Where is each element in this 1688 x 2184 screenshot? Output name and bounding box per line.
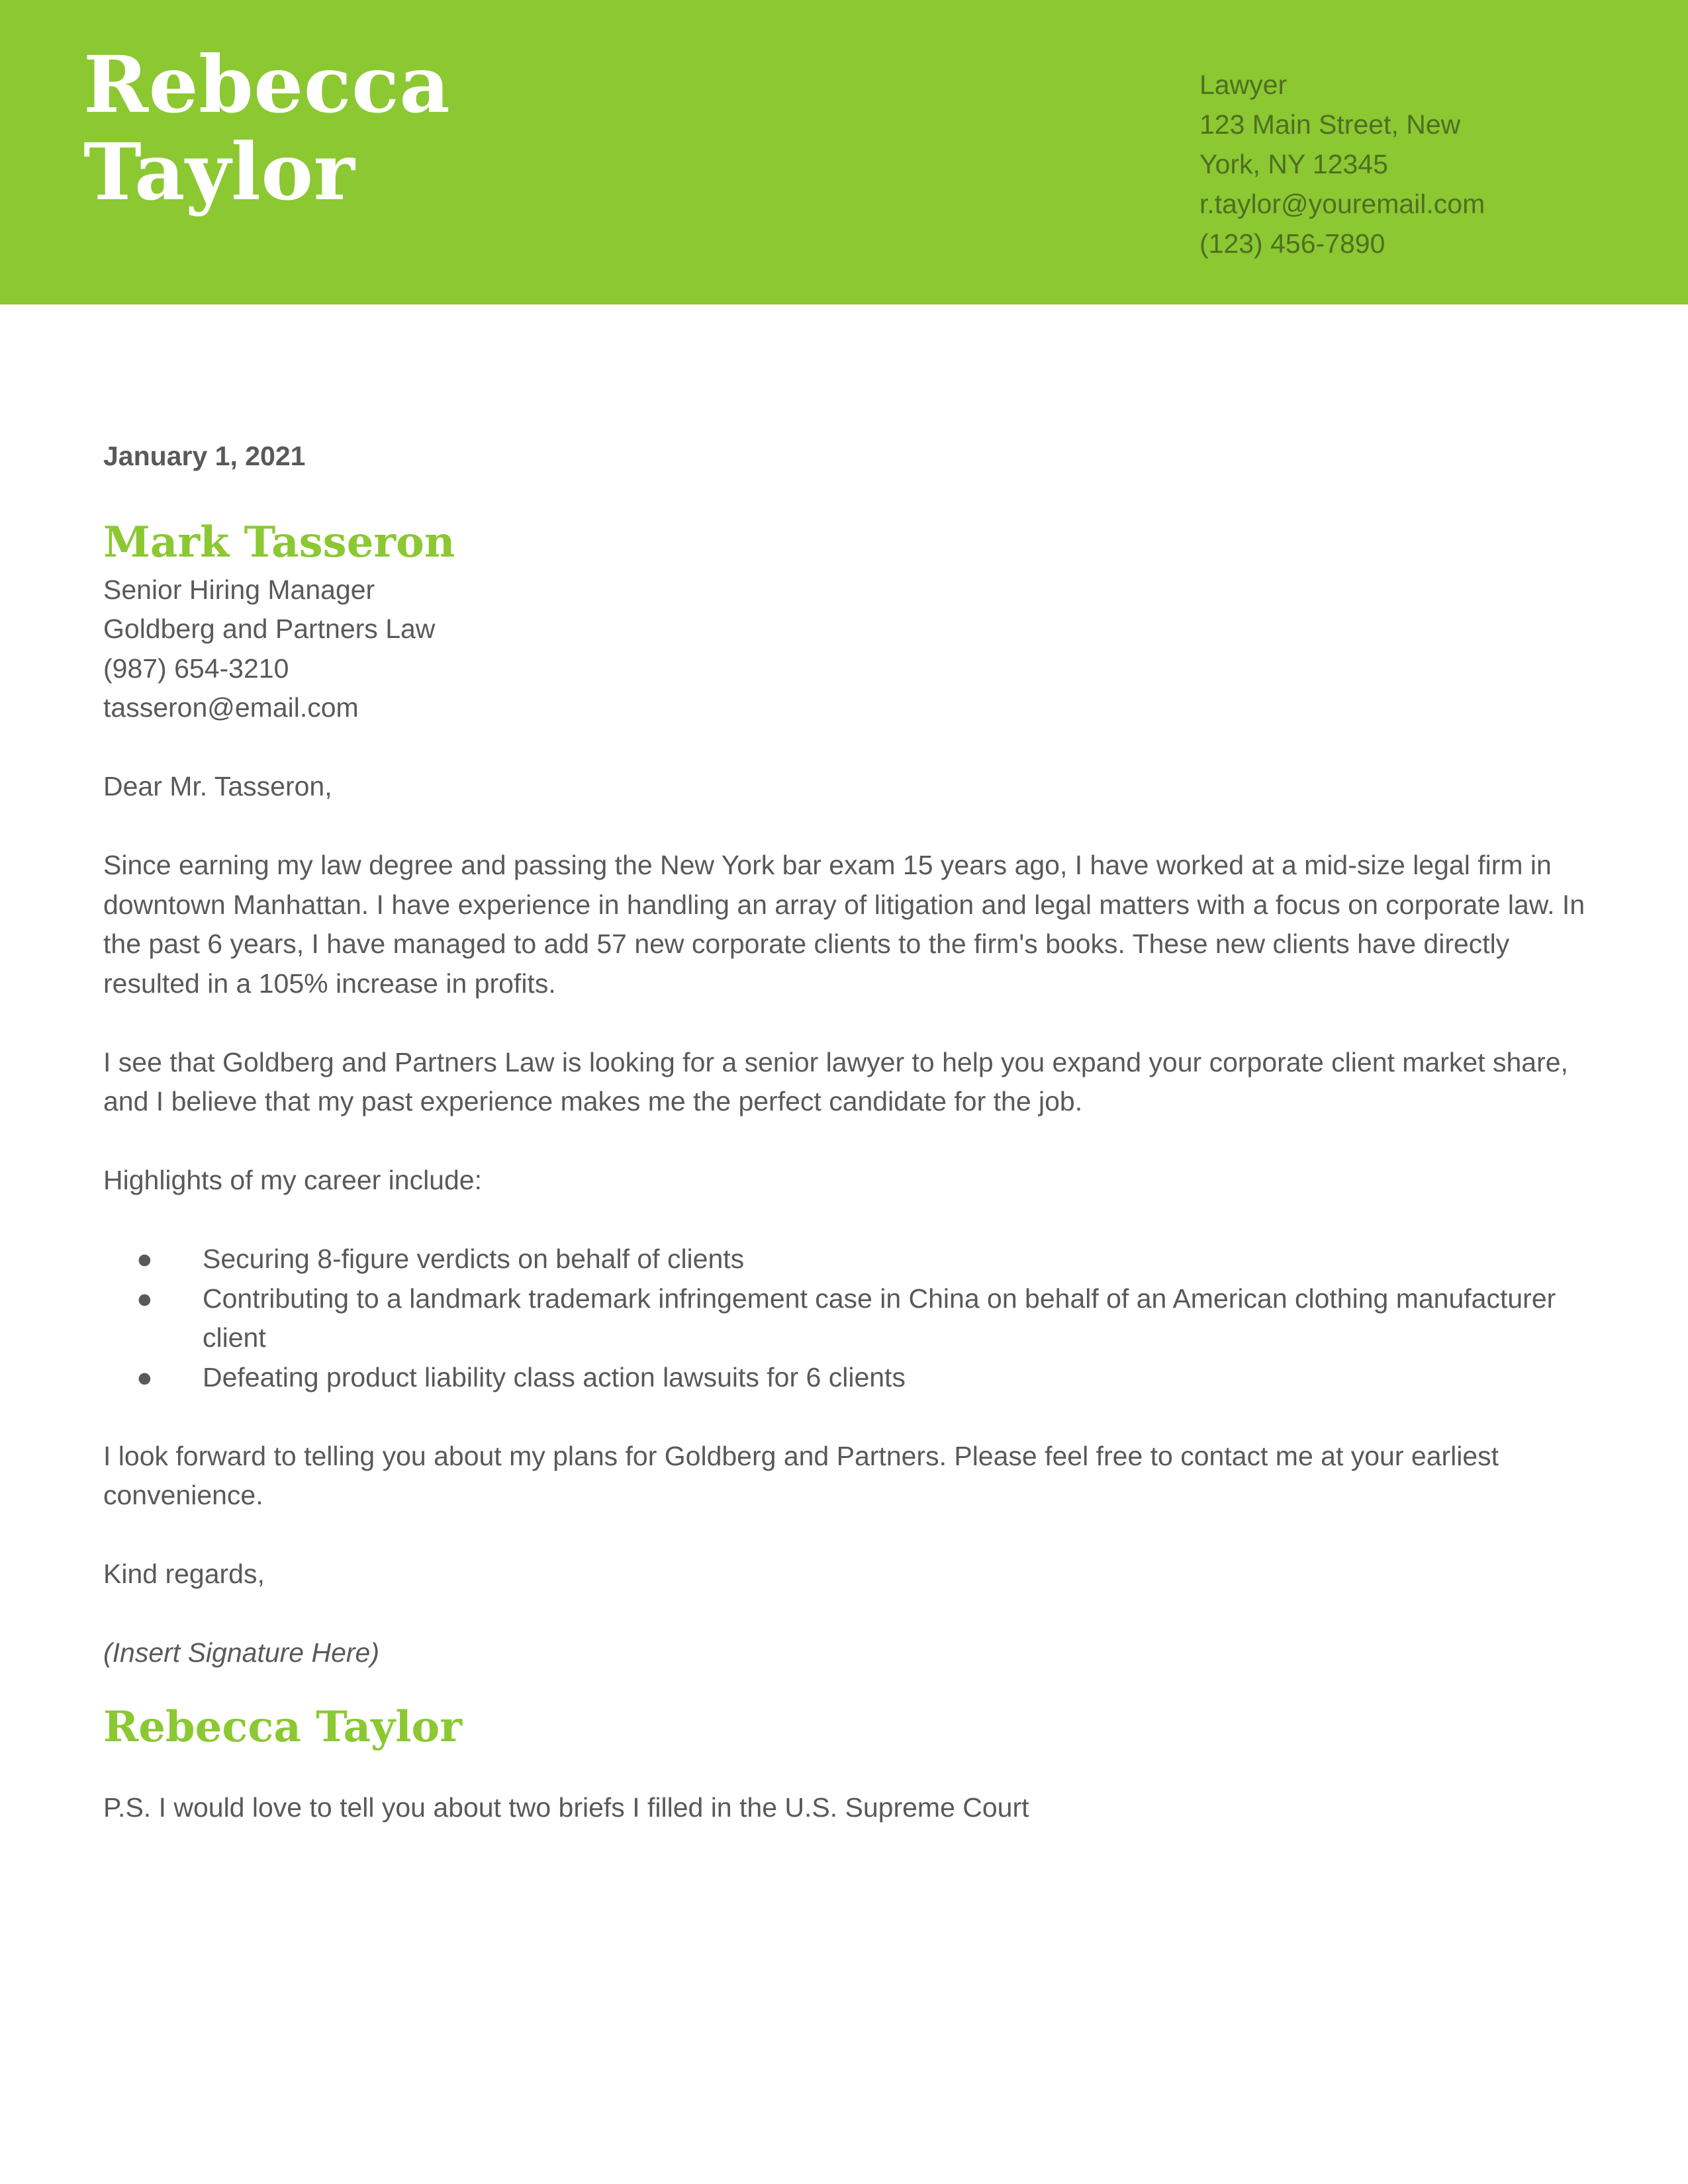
list-item [103, 1240, 1593, 1279]
sender-email: r.taylor@youremail.com [1199, 189, 1485, 219]
highlights-intro: Highlights of my career include: [103, 1165, 482, 1195]
sender-address-line1: 123 Main Street, New [1199, 109, 1461, 140]
sender-job-title: Lawyer [1199, 69, 1288, 100]
paragraph-closing: I look forward to telling you about my plans for Goldberg and Partners. Please feel free to contact me at your earliest convenience. [103, 1440, 1499, 1510]
recipient-company: Goldberg and Partners Law [103, 614, 436, 644]
recipient-title: Senior Hiring Manager [103, 574, 375, 605]
list-item [103, 1279, 1593, 1358]
postscript: P.S. I would love to tell you about two briefs I filled in the U.S. Supreme Court [103, 1792, 1029, 1823]
sender-signature-name: Rebecca Taylor [103, 1702, 462, 1752]
sender-header-name [83, 38, 451, 218]
highlight-text: Securing 8-figure verdicts on behalf of clients [203, 1244, 745, 1274]
sender-contact-block [1199, 65, 1636, 263]
recipient-name: Mark Tasseron [103, 517, 455, 567]
signature-placeholder: (Insert Signature Here) [103, 1637, 380, 1668]
sender-phone: (123) 456-7890 [1199, 228, 1385, 259]
list-item [103, 1358, 1593, 1398]
closing-phrase: Kind regards, [103, 1559, 265, 1589]
header-first-name: Rebecca [83, 38, 451, 130]
highlight-text: Defeating product liability class action lawsuits for 6 clients [203, 1361, 906, 1392]
bullet-icon: ● [136, 1361, 153, 1392]
letter-date: January 1, 2021 [103, 441, 306, 471]
header-last-name: Taylor [83, 126, 355, 218]
sender-address-line2: York, NY 12345 [1199, 149, 1388, 179]
highlights-list [103, 1240, 1593, 1397]
bullet-icon: ● [136, 1283, 153, 1314]
paragraph-experience: Since earning my law degree and passing the New York bar exam 15 years ago, I have worked at a mid-size legal firm in downtown Manhattan. I have experience in handling an array of litigation and legal matters with a focus on corporate law. In the past 6 years, I have managed to add 57 new corporate clients to the firm's books. These new clients have directly resulted in a 105% increase in profits. [103, 850, 1585, 999]
salutation: Dear Mr. Tasseron, [103, 771, 332, 801]
highlight-text: Contributing to a landmark trademark infringement case in China on behalf of an American clothing manufacturer client [203, 1283, 1556, 1353]
bullet-icon: ● [136, 1244, 153, 1274]
paragraph-motivation: I see that Goldberg and Partners Law is looking for a senior lawyer to help you expand your corporate client market share, and I believe that my past experience makes me the perfect candidate for the job. [103, 1046, 1568, 1116]
recipient-email: tasseron@email.com [103, 692, 359, 723]
recipient-phone: (987) 654-3210 [103, 653, 289, 684]
recipient-details [103, 570, 1593, 728]
header-banner [0, 0, 1688, 304]
letter-body [103, 437, 1593, 1827]
